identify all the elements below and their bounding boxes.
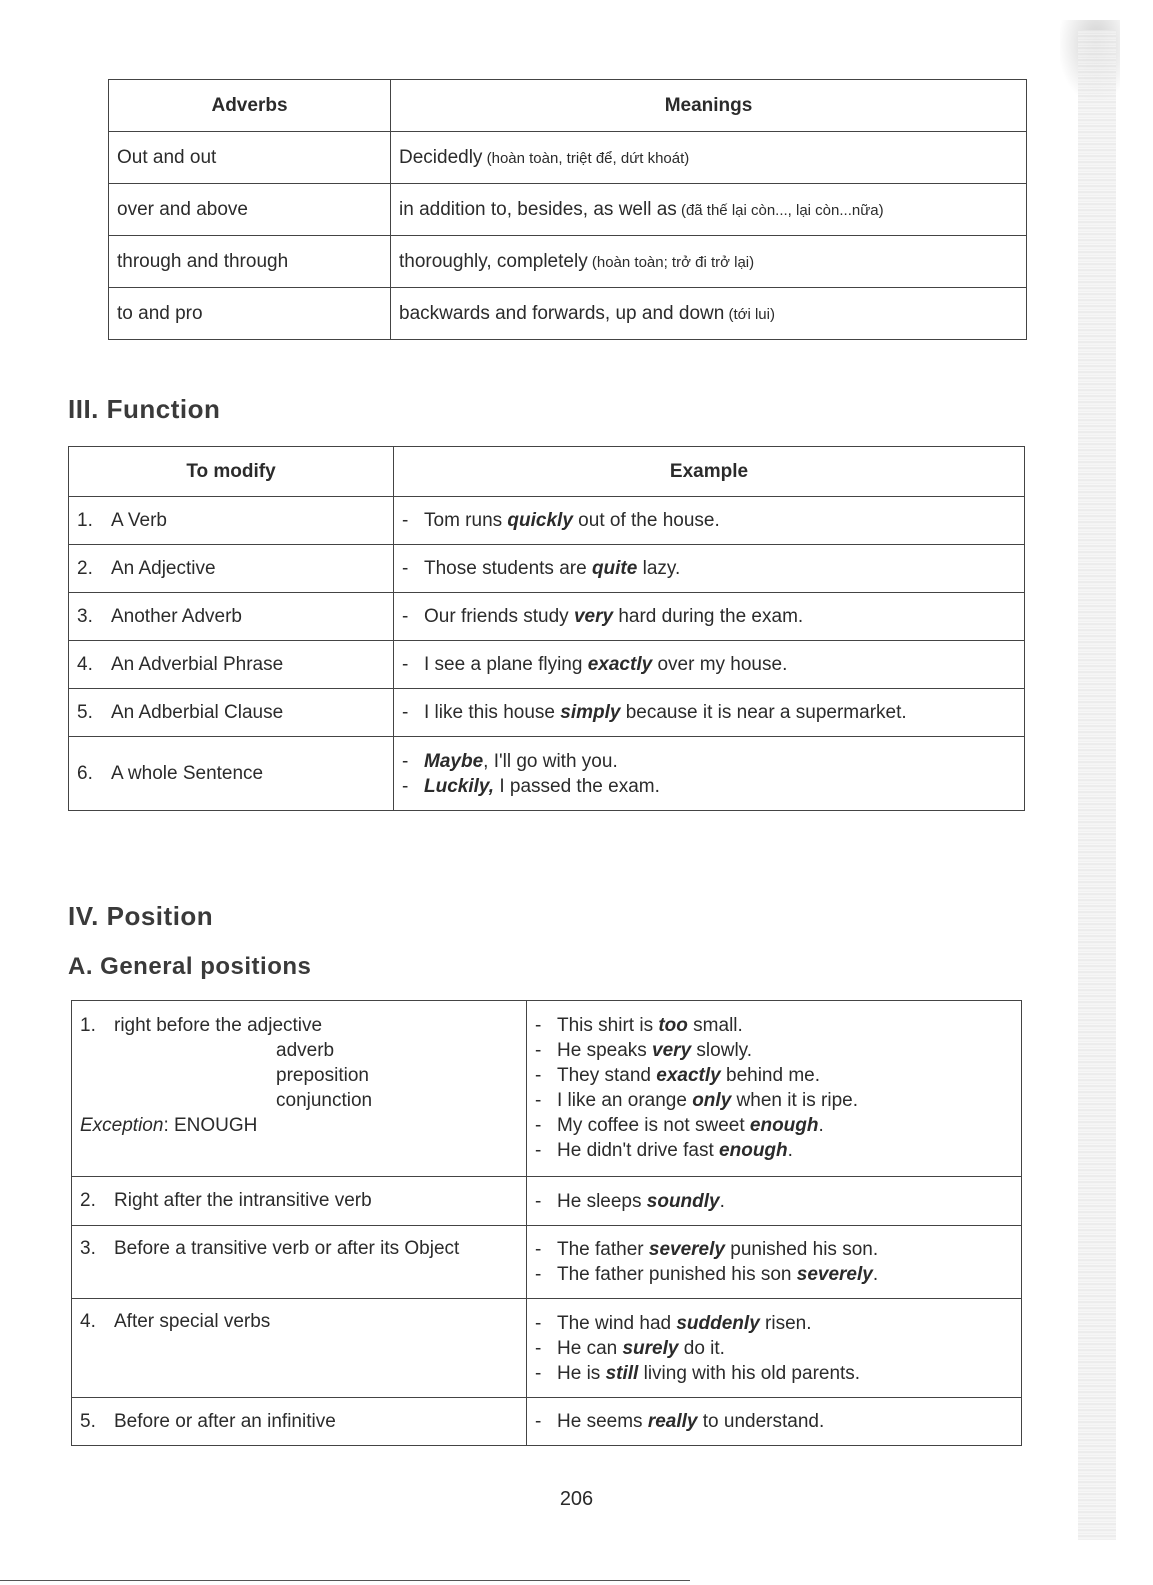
header-adverbs: Adverbs	[109, 80, 391, 132]
position-cell	[72, 1001, 527, 1177]
example-cell	[394, 689, 1025, 737]
example-pre: I like this house	[424, 702, 561, 723]
header-meanings: Meanings	[391, 80, 1027, 132]
function-table	[68, 446, 1025, 811]
example-line	[402, 652, 1016, 677]
modify-cell	[69, 641, 394, 689]
example-pre: He can	[557, 1337, 623, 1359]
example-line	[535, 1311, 1013, 1336]
row-number: 5.	[80, 1410, 96, 1432]
example-pre: I see a plane flying	[424, 654, 588, 675]
table-row	[72, 1177, 1022, 1226]
example-post: .	[872, 1264, 879, 1285]
adverbs-table-header	[109, 80, 1027, 132]
modify-cell	[69, 593, 394, 641]
row-number: 1.	[80, 1015, 96, 1036]
example-text	[424, 652, 787, 677]
example-text	[557, 1088, 858, 1113]
example-text	[424, 556, 680, 581]
example-pre: Our friends study	[424, 606, 574, 627]
modify-label: A whole Sentence	[111, 762, 264, 784]
example-cell	[527, 1226, 1022, 1299]
row-number: 2.	[80, 1190, 96, 1211]
adverb-highlight: Luckily,	[424, 775, 495, 797]
example-text	[424, 604, 803, 629]
adverb-highlight: simply	[560, 702, 621, 723]
table-row	[72, 1001, 1022, 1177]
example-cell	[527, 1177, 1022, 1226]
bullet-dash: -	[535, 1190, 542, 1212]
position-cell	[72, 1299, 527, 1398]
bullet-dash: -	[402, 654, 409, 675]
table-row	[69, 497, 1025, 545]
bullet-dash: -	[535, 1015, 542, 1036]
table-row	[69, 737, 1025, 811]
modify-cell	[69, 545, 394, 593]
example-post: .	[818, 1115, 824, 1136]
bullet-dash: -	[535, 1362, 542, 1384]
example-line	[535, 1013, 1013, 1038]
adverb-highlight: Maybe	[424, 750, 484, 772]
example-pre: The father	[557, 1239, 649, 1260]
example-text	[557, 1237, 878, 1262]
example-pre: The wind had	[557, 1312, 677, 1334]
header-to-modify: To modify	[69, 447, 394, 497]
row-number: 3.	[80, 1238, 96, 1259]
adverb-highlight: soundly	[646, 1190, 720, 1212]
adverb-highlight: very	[573, 606, 614, 627]
position-cell	[72, 1226, 527, 1299]
row-number: 5.	[77, 701, 93, 723]
example-line	[535, 1361, 1013, 1386]
bullet-dash: -	[535, 1239, 542, 1260]
example-text	[424, 774, 660, 799]
example-text	[424, 700, 907, 725]
position-cell	[72, 1398, 527, 1446]
adverbs-table	[108, 79, 1027, 340]
position-sub-item: adverb	[276, 1040, 335, 1061]
example-post: .	[787, 1140, 793, 1161]
example-post: because it is near a supermarket.	[620, 702, 907, 723]
position-sub-item: conjunction	[276, 1090, 373, 1111]
function-table-header	[69, 447, 1025, 497]
meaning-vietnamese: (tới lui)	[724, 305, 775, 323]
example-cell	[394, 545, 1025, 593]
example-text	[557, 1262, 878, 1287]
position-label: Before a transitive verb or after its Object	[114, 1238, 460, 1259]
adverb-highlight: severely	[796, 1264, 873, 1285]
example-cell	[394, 641, 1025, 689]
position-label: right before the adjective	[114, 1015, 323, 1036]
example-line	[402, 749, 1016, 774]
example-text	[424, 508, 720, 533]
adverb-highlight: suddenly	[676, 1312, 760, 1334]
adverb-highlight: only	[692, 1090, 732, 1111]
exception-value: : ENOUGH	[163, 1115, 258, 1136]
adverb-cell: Out and out	[109, 132, 391, 184]
example-post: out of the house.	[572, 510, 720, 531]
adverb-highlight: severely	[648, 1239, 725, 1260]
example-post: living with his old parents.	[638, 1362, 861, 1384]
meaning-text: in addition to, besides, as well as	[399, 198, 677, 220]
example-text	[557, 1063, 820, 1088]
bullet-dash: -	[535, 1140, 542, 1161]
table-row	[69, 593, 1025, 641]
table-row	[72, 1299, 1022, 1398]
example-line	[535, 1237, 1013, 1262]
example-text	[557, 1113, 824, 1138]
bullet-dash: -	[402, 606, 409, 627]
meaning-vietnamese: (đã thế lại còn..., lại còn...nữa)	[676, 201, 884, 219]
bottom-divider	[0, 1580, 690, 1581]
bullet-dash: -	[535, 1115, 542, 1136]
table-row	[109, 236, 1027, 288]
example-text	[557, 1138, 793, 1163]
adverb-cell: through and through	[109, 236, 391, 288]
row-number: 3.	[77, 605, 93, 627]
example-text	[557, 1311, 812, 1336]
example-line	[535, 1113, 1013, 1138]
position-sub-item: preposition	[276, 1065, 369, 1086]
example-text	[557, 1038, 752, 1063]
adverb-highlight: exactly	[587, 654, 653, 675]
meaning-cell	[391, 236, 1027, 288]
row-number: 4.	[77, 653, 93, 675]
example-pre: He is	[557, 1362, 606, 1384]
example-pre: This shirt is	[557, 1015, 659, 1036]
bullet-dash: -	[535, 1065, 542, 1086]
adverb-highlight: very	[652, 1040, 692, 1061]
example-line	[402, 700, 1016, 725]
table-row	[69, 641, 1025, 689]
example-cell	[527, 1398, 1022, 1446]
position-label: Before or after an infinitive	[114, 1410, 336, 1432]
example-pre: They stand	[557, 1065, 657, 1086]
example-post: , I'll go with you.	[483, 750, 618, 772]
example-post: behind me.	[720, 1065, 821, 1086]
modify-label: A Verb	[111, 509, 167, 531]
example-text	[557, 1013, 743, 1038]
example-text	[557, 1361, 860, 1386]
row-number: 2.	[77, 557, 93, 579]
table-row	[109, 132, 1027, 184]
bullet-dash: -	[535, 1312, 542, 1334]
example-cell	[394, 737, 1025, 811]
adverb-cell: over and above	[109, 184, 391, 236]
table-row	[109, 184, 1027, 236]
example-pre: Tom runs	[424, 510, 508, 531]
adverb-highlight: exactly	[656, 1065, 721, 1086]
example-post: small.	[687, 1015, 743, 1036]
adverb-highlight: too	[658, 1015, 688, 1036]
example-pre: He didn't drive fast	[557, 1140, 720, 1161]
example-line	[535, 1262, 1013, 1287]
exception-label: Exception	[80, 1115, 164, 1136]
example-pre: The father punished his son	[557, 1264, 797, 1285]
scan-binding-edge	[1078, 30, 1116, 1540]
example-text	[424, 749, 618, 774]
example-post: .	[719, 1190, 725, 1212]
example-line	[535, 1336, 1013, 1361]
adverb-highlight: really	[647, 1411, 698, 1432]
adverb-highlight: quite	[591, 558, 638, 579]
adverb-highlight: surely	[622, 1337, 679, 1359]
example-pre: He seems	[557, 1411, 648, 1432]
example-cell	[527, 1299, 1022, 1398]
example-pre: My coffee is not sweet	[557, 1115, 750, 1136]
example-post: risen.	[759, 1312, 812, 1334]
example-cell	[394, 593, 1025, 641]
table-row	[72, 1226, 1022, 1299]
bullet-dash: -	[402, 510, 409, 531]
example-post: when it is ripe.	[731, 1090, 858, 1111]
example-line	[402, 556, 1016, 581]
row-number: 1.	[77, 509, 93, 531]
example-text	[557, 1189, 725, 1214]
meaning-cell	[391, 288, 1027, 340]
adverb-cell: to and pro	[109, 288, 391, 340]
table-row	[69, 689, 1025, 737]
adverb-highlight: enough	[749, 1115, 819, 1136]
bullet-dash: -	[402, 558, 409, 579]
table-row	[109, 288, 1027, 340]
position-label: After special verbs	[114, 1311, 271, 1332]
example-pre: Those students are	[424, 558, 592, 579]
bullet-dash: -	[535, 1264, 542, 1285]
adverb-highlight: still	[605, 1362, 639, 1384]
adverb-highlight: enough	[719, 1140, 788, 1161]
example-post: to understand.	[697, 1411, 825, 1432]
example-line	[535, 1409, 1013, 1434]
bullet-dash: -	[402, 702, 409, 723]
example-post: punished his son.	[724, 1239, 879, 1260]
position-table	[71, 1000, 1022, 1446]
example-pre: I like an orange	[557, 1090, 693, 1111]
example-text	[557, 1409, 824, 1434]
modify-label: An Adjective	[111, 557, 216, 579]
position-label: Right after the intransitive verb	[114, 1190, 372, 1211]
meaning-cell	[391, 184, 1027, 236]
example-line	[535, 1138, 1013, 1163]
adverb-highlight: quickly	[507, 510, 573, 531]
modify-label: An Adberbial Clause	[111, 701, 284, 723]
modify-cell	[69, 497, 394, 545]
meaning-text: backwards and forwards, up and down	[399, 302, 725, 324]
row-number: 6.	[77, 762, 93, 784]
table-row	[72, 1398, 1022, 1446]
table-row	[69, 545, 1025, 593]
example-line	[535, 1063, 1013, 1088]
bullet-dash: -	[535, 1337, 542, 1359]
example-line	[535, 1038, 1013, 1063]
bullet-dash: -	[535, 1411, 542, 1432]
meaning-vietnamese: (hoàn toàn, triệt để, dứt khoát)	[482, 149, 690, 167]
meaning-text: Decidedly	[399, 146, 483, 168]
example-cell	[394, 497, 1025, 545]
modify-label: An Adverbial Phrase	[111, 653, 284, 675]
meaning-vietnamese: (hoàn toàn; trở đi trở lại)	[587, 253, 755, 271]
modify-cell	[69, 689, 394, 737]
example-pre: He speaks	[557, 1040, 653, 1061]
example-line	[535, 1088, 1013, 1113]
example-post: slowly.	[691, 1040, 753, 1061]
meaning-cell	[391, 132, 1027, 184]
example-line	[535, 1189, 1013, 1214]
bullet-dash: -	[535, 1040, 542, 1061]
header-example: Example	[394, 447, 1025, 497]
bullet-dash: -	[402, 775, 409, 797]
example-post: do it.	[678, 1337, 725, 1359]
example-post: lazy.	[637, 558, 681, 579]
meaning-text: thoroughly, completely	[399, 250, 588, 272]
example-text	[557, 1336, 725, 1361]
example-post: hard during the exam.	[613, 606, 804, 627]
example-line	[402, 774, 1016, 799]
bullet-dash: -	[535, 1090, 542, 1111]
example-pre: He sleeps	[557, 1190, 647, 1212]
bullet-dash: -	[402, 750, 409, 772]
example-post: I passed the exam.	[494, 775, 660, 797]
example-line	[402, 604, 1016, 629]
example-cell	[527, 1001, 1022, 1177]
page-number: 206	[559, 1488, 594, 1510]
example-line	[402, 508, 1016, 533]
section-title-function: III. Function	[68, 394, 221, 424]
position-cell	[72, 1177, 527, 1226]
modify-cell	[69, 737, 394, 811]
section-title-position: IV. Position	[68, 901, 214, 931]
modify-label: Another Adverb	[111, 605, 242, 627]
row-number: 4.	[80, 1311, 96, 1332]
section-subtitle-general-positions: A. General positions	[68, 953, 312, 980]
example-post: over my house.	[652, 654, 788, 675]
exception-note	[80, 1115, 257, 1136]
